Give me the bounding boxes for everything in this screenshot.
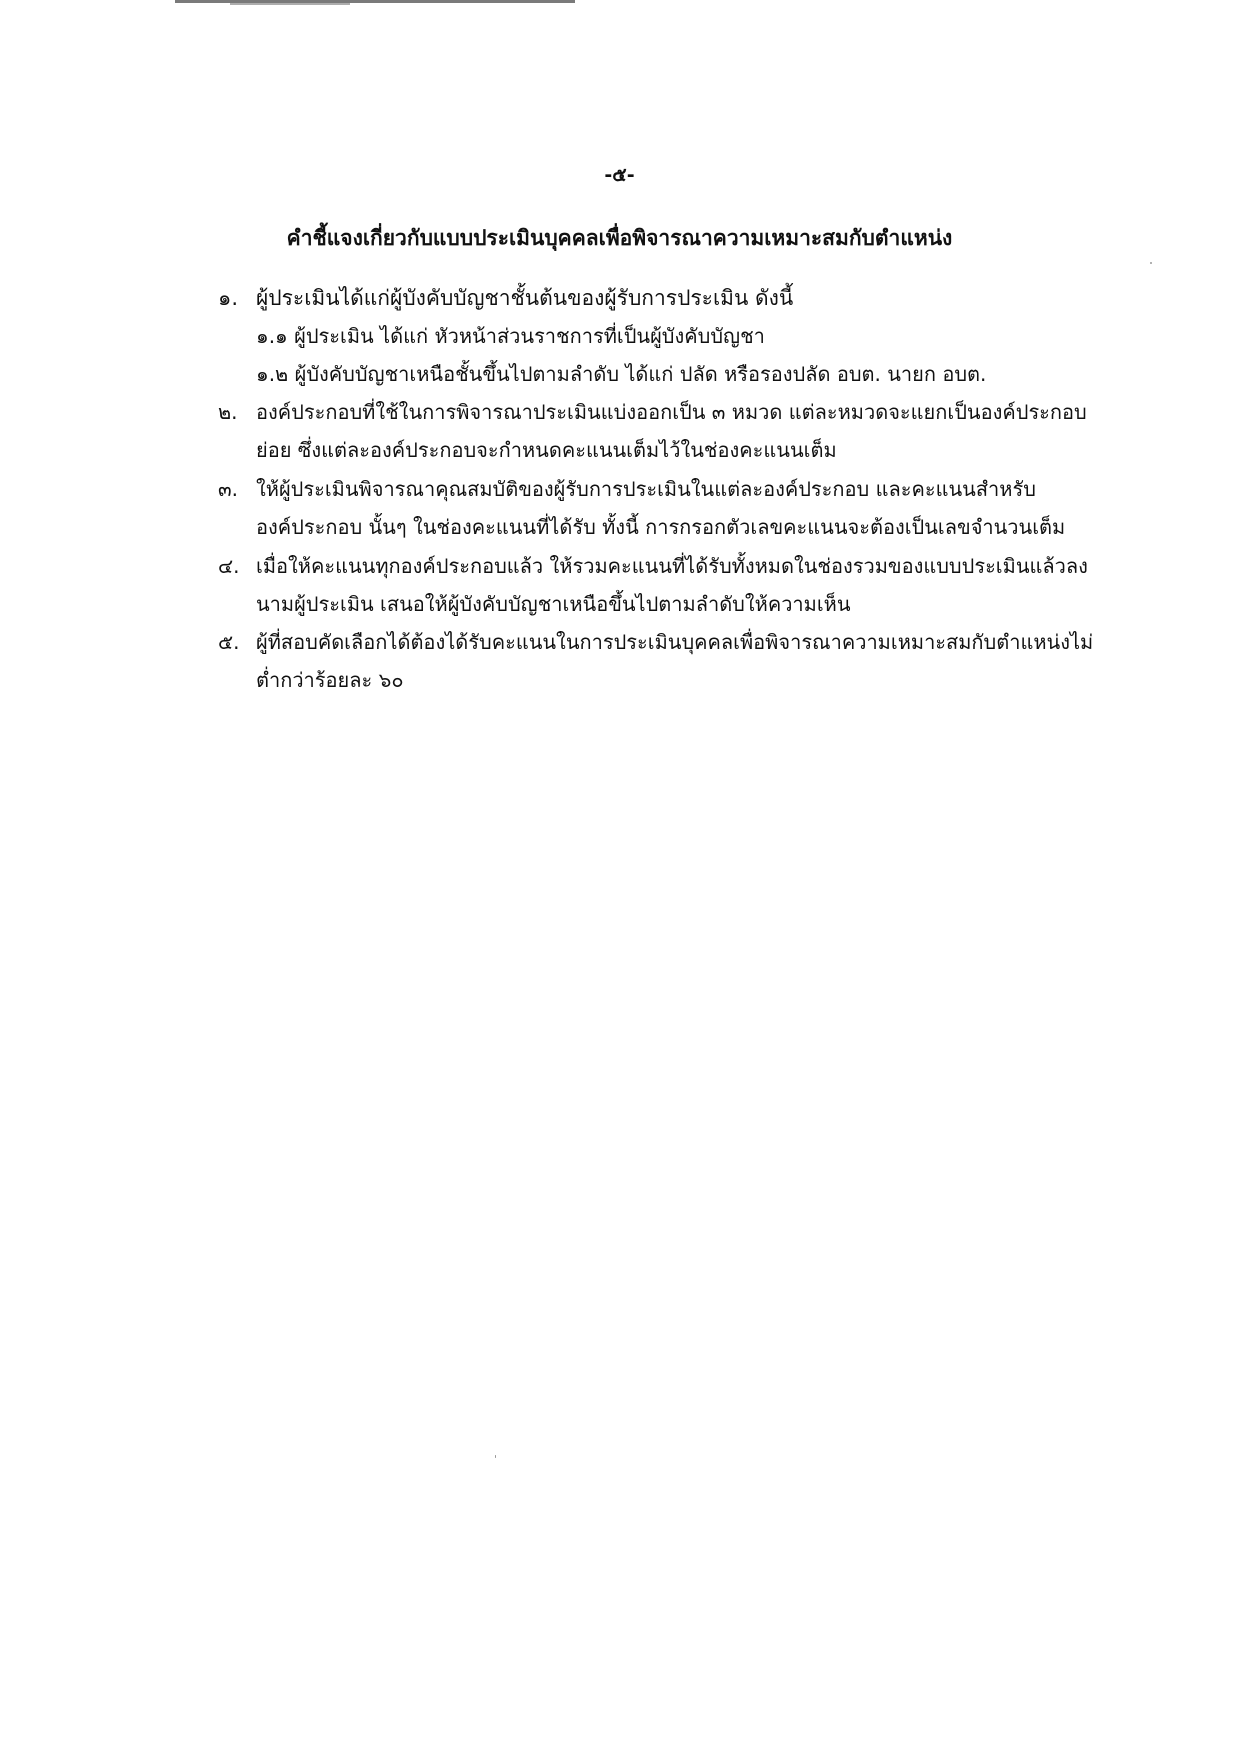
item-text-line: องค์ประกอบ นั้นๆ ในช่องคะแนนที่ได้รับ ทั้งนี้ การกรอกตัวเลขคะแนนจะต้องเป็นเลขจำนวนเต็ม: [256, 515, 1066, 539]
item-number: ๓.: [218, 477, 239, 501]
item-text-line: ผู้ที่สอบคัดเลือกได้ต้องได้รับคะแนนในการประเมินบุคคลเพื่อพิจารณาความเหมาะสมกับตำแหน่งไม่: [256, 630, 1094, 654]
list-item-4: [218, 547, 1138, 623]
document-title: คำชี้แจงเกี่ยวกับแบบประเมินบุคคลเพื่อพิจารณาความเหมาะสมกับตำแหน่ง: [286, 226, 953, 250]
item-number: ๒.: [218, 400, 238, 424]
page-number: -๕-: [604, 164, 635, 186]
list-item-3: [218, 470, 1138, 546]
item-number: ๑.: [218, 286, 239, 310]
list-item-5: [218, 623, 1138, 699]
list-item-1: [218, 279, 1138, 393]
sub-item-1-1: ๑.๑ ผู้ประเมิน ได้แก่ หัวหน้าส่วนราชการที่เป็นผู้บังคับบัญชา: [256, 324, 765, 348]
scan-speck: [1150, 262, 1152, 264]
item-text-line: ต่ำกว่าร้อยละ ๖๐: [256, 668, 404, 692]
scan-speck: [495, 1455, 496, 1458]
scan-artifact-line-short: [230, 3, 350, 5]
item-text-line: ผู้ประเมินได้แก่ผู้บังคับบัญชาชั้นต้นของผู้รับการประเมิน ดังนี้: [256, 286, 794, 310]
item-text-line: นามผู้ประเมิน เสนอให้ผู้บังคับบัญชาเหนือขึ้นไปตามลำดับให้ความเห็น: [256, 592, 851, 616]
item-number: ๔.: [218, 554, 240, 578]
item-number: ๕.: [218, 630, 240, 654]
sub-item-1-2: ๑.๒ ผู้บังคับบัญชาเหนือชั้นขึ้นไปตามลำดับ ได้แก่ ปลัด หรือรองปลัด อบต. นายก อบต.: [256, 362, 987, 386]
item-text-line: ให้ผู้ประเมินพิจารณาคุณสมบัติของผู้รับการประเมินในแต่ละองค์ประกอบ และคะแนนสำหรับ: [256, 477, 1036, 501]
item-text-line: ย่อย ซึ่งแต่ละองค์ประกอบจะกำหนดคะแนนเต็มไว้ในช่องคะแนนเต็ม: [256, 438, 837, 462]
list-item-2: [218, 393, 1138, 469]
item-text-line: องค์ประกอบที่ใช้ในการพิจารณาประเมินแบ่งออกเป็น ๓ หมวด แต่ละหมวดจะแยกเป็นองค์ประกอบ: [256, 400, 1087, 424]
item-text-line: เมื่อให้คะแนนทุกองค์ประกอบแล้ว ให้รวมคะแนนที่ได้รับทั้งหมดในช่องรวมของแบบประเมินแล้วลง: [256, 554, 1088, 578]
